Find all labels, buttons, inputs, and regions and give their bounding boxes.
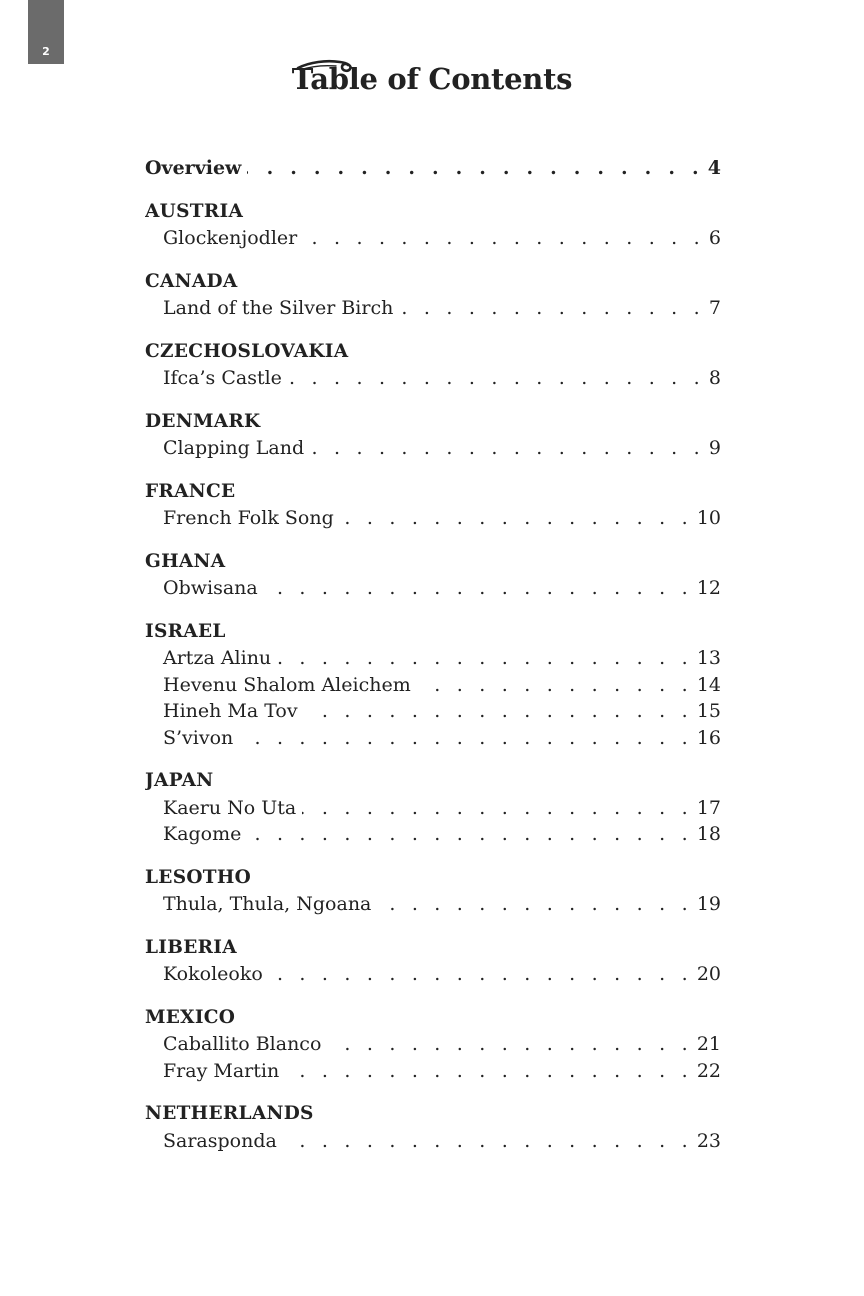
- dot-leader: [304, 698, 693, 725]
- toc-country-label: FRANCE: [145, 480, 236, 502]
- title-block: [0, 62, 864, 96]
- toc-section: [145, 549, 721, 602]
- toc-entry[interactable]: [145, 795, 721, 822]
- dot-leader: [303, 225, 705, 252]
- toc-country-label: DENMARK: [145, 410, 261, 432]
- toc-country-heading: [145, 768, 721, 795]
- toc-country-label: CANADA: [145, 270, 238, 292]
- toc-entry[interactable]: [145, 295, 721, 322]
- toc-section: [145, 269, 721, 322]
- toc-entry-page: 14: [696, 673, 721, 696]
- toc-entry-page: 15: [696, 700, 721, 722]
- toc-entry-label: Kaeru No Uta: [163, 796, 297, 819]
- page-title-text: Table of Contents: [291, 62, 573, 96]
- toc-entry-label: French Folk Song: [163, 507, 334, 529]
- dot-leader: [269, 961, 693, 988]
- toc-country-heading: [145, 619, 721, 646]
- toc-entry-label: Overview: [145, 157, 242, 179]
- dot-leader: [340, 505, 693, 532]
- toc-entry-label: Glockenjodler: [163, 227, 298, 249]
- toc-country-label: GHANA: [145, 550, 226, 572]
- toc-entry-label: Land of the Silver Birch: [163, 297, 394, 319]
- toc-entry[interactable]: [145, 505, 721, 532]
- toc-entry-page: 7: [708, 297, 721, 319]
- toc-entry-label: Thula, Thula, Ngoana: [163, 893, 372, 915]
- toc-entry-overview[interactable]: [145, 155, 721, 182]
- toc-entry-label: Ifca’s Castle: [163, 367, 282, 389]
- toc-entry-label: Sarasponda: [163, 1129, 277, 1152]
- toc-section: [145, 619, 721, 752]
- toc-entry[interactable]: [145, 725, 721, 752]
- dot-leader: [288, 365, 705, 392]
- dot-leader: [327, 1031, 692, 1058]
- page-number-tab: [28, 0, 64, 64]
- toc-entry-page: 9: [708, 437, 721, 459]
- toc-entry-label: Clapping Land: [163, 437, 305, 459]
- page-title: [292, 62, 572, 96]
- toc-entry-label: Kokoleoko: [163, 963, 263, 985]
- dot-leader: [264, 575, 693, 602]
- toc-country-heading: [145, 269, 721, 296]
- dot-leader: [283, 1128, 693, 1155]
- toc-section: [145, 768, 721, 848]
- toc-country-label: CZECHOSLOVAKIA: [145, 340, 349, 362]
- toc-entry-page: 10: [696, 507, 721, 529]
- toc-entry[interactable]: [145, 698, 721, 725]
- toc-country-heading: [145, 1005, 721, 1032]
- toc-entry[interactable]: [145, 645, 721, 672]
- toc-country-label: ISRAEL: [145, 620, 226, 642]
- toc-entry[interactable]: [145, 1031, 721, 1058]
- toc-country-heading: [145, 935, 721, 962]
- toc-entry-label: Hevenu Shalom Aleichem: [163, 673, 411, 696]
- dot-leader: [399, 295, 705, 322]
- toc-section: [145, 865, 721, 918]
- toc-entry-page: 20: [696, 963, 721, 985]
- dot-leader: [247, 155, 703, 182]
- toc-entry-label: Caballito Blanco: [163, 1033, 322, 1055]
- toc-country-heading: [145, 1101, 721, 1128]
- toc-section: [145, 339, 721, 392]
- toc-entry-page: 4: [707, 157, 721, 179]
- toc-country-heading: [145, 199, 721, 226]
- toc-section: [145, 409, 721, 462]
- toc-country-heading: [145, 549, 721, 576]
- toc-entry[interactable]: [145, 435, 721, 462]
- toc-entry-label: Artza Alinu: [163, 647, 272, 669]
- toc-country-label: LESOTHO: [145, 866, 252, 888]
- toc-entry[interactable]: [145, 672, 721, 699]
- toc-entry[interactable]: [145, 891, 721, 918]
- dot-leader: [377, 891, 692, 918]
- toc-entry-label: S’vivon: [163, 726, 234, 749]
- toc-section: [145, 479, 721, 532]
- toc-entry-page: 22: [696, 1059, 721, 1082]
- dot-leader: [310, 435, 705, 462]
- toc-entry-page: 6: [708, 227, 721, 249]
- toc-country-label: JAPAN: [145, 770, 214, 791]
- toc-section: [145, 1101, 721, 1154]
- dot-leader: [285, 1058, 693, 1085]
- toc-entry-page: 19: [696, 893, 721, 915]
- toc-country-label: LIBERIA: [145, 936, 237, 958]
- toc-entry-page: 18: [696, 823, 721, 845]
- toc-entry-page: 21: [696, 1033, 721, 1055]
- toc-list: [145, 155, 721, 1171]
- toc-entry[interactable]: [145, 821, 721, 848]
- toc-country-label: NETHERLANDS: [145, 1103, 314, 1124]
- toc-entry-page: 8: [708, 367, 721, 389]
- dot-leader: [247, 821, 692, 848]
- toc-entry[interactable]: [145, 225, 721, 252]
- toc-country-heading: [145, 339, 721, 366]
- toc-entry-label: Obwisana: [163, 577, 258, 599]
- toc-entry-page: 13: [696, 647, 721, 669]
- toc-entry[interactable]: [145, 365, 721, 392]
- dot-leader: [239, 725, 693, 752]
- toc-country-heading: [145, 409, 721, 436]
- toc-country-heading: [145, 865, 721, 892]
- toc-entry[interactable]: [145, 1128, 721, 1155]
- toc-entry-label: Fray Martin: [163, 1059, 280, 1082]
- toc-country-label: AUSTRIA: [145, 200, 244, 222]
- toc-country-heading: [145, 479, 721, 506]
- toc-entry[interactable]: [145, 1058, 721, 1085]
- toc-entry[interactable]: [145, 575, 721, 602]
- toc-section: [145, 199, 721, 252]
- dot-leader: [417, 672, 693, 699]
- toc-entry-page: 12: [696, 577, 721, 599]
- toc-entry-label: Kagome: [163, 823, 242, 845]
- toc-entry-page: 23: [696, 1129, 721, 1152]
- toc-country-label: MEXICO: [145, 1006, 236, 1028]
- toc-overview-section: [145, 155, 721, 182]
- toc-section: [145, 935, 721, 988]
- page-number: 2: [42, 45, 50, 58]
- toc-entry-label: Hineh Ma Tov: [163, 700, 298, 722]
- toc-entry-page: 16: [696, 726, 721, 749]
- toc-entry-page: 17: [696, 796, 721, 819]
- toc-entry[interactable]: [145, 961, 721, 988]
- dot-leader: [277, 645, 693, 672]
- title-swirl-ornament: [296, 54, 356, 76]
- toc-section: [145, 1005, 721, 1085]
- dot-leader: [302, 795, 693, 822]
